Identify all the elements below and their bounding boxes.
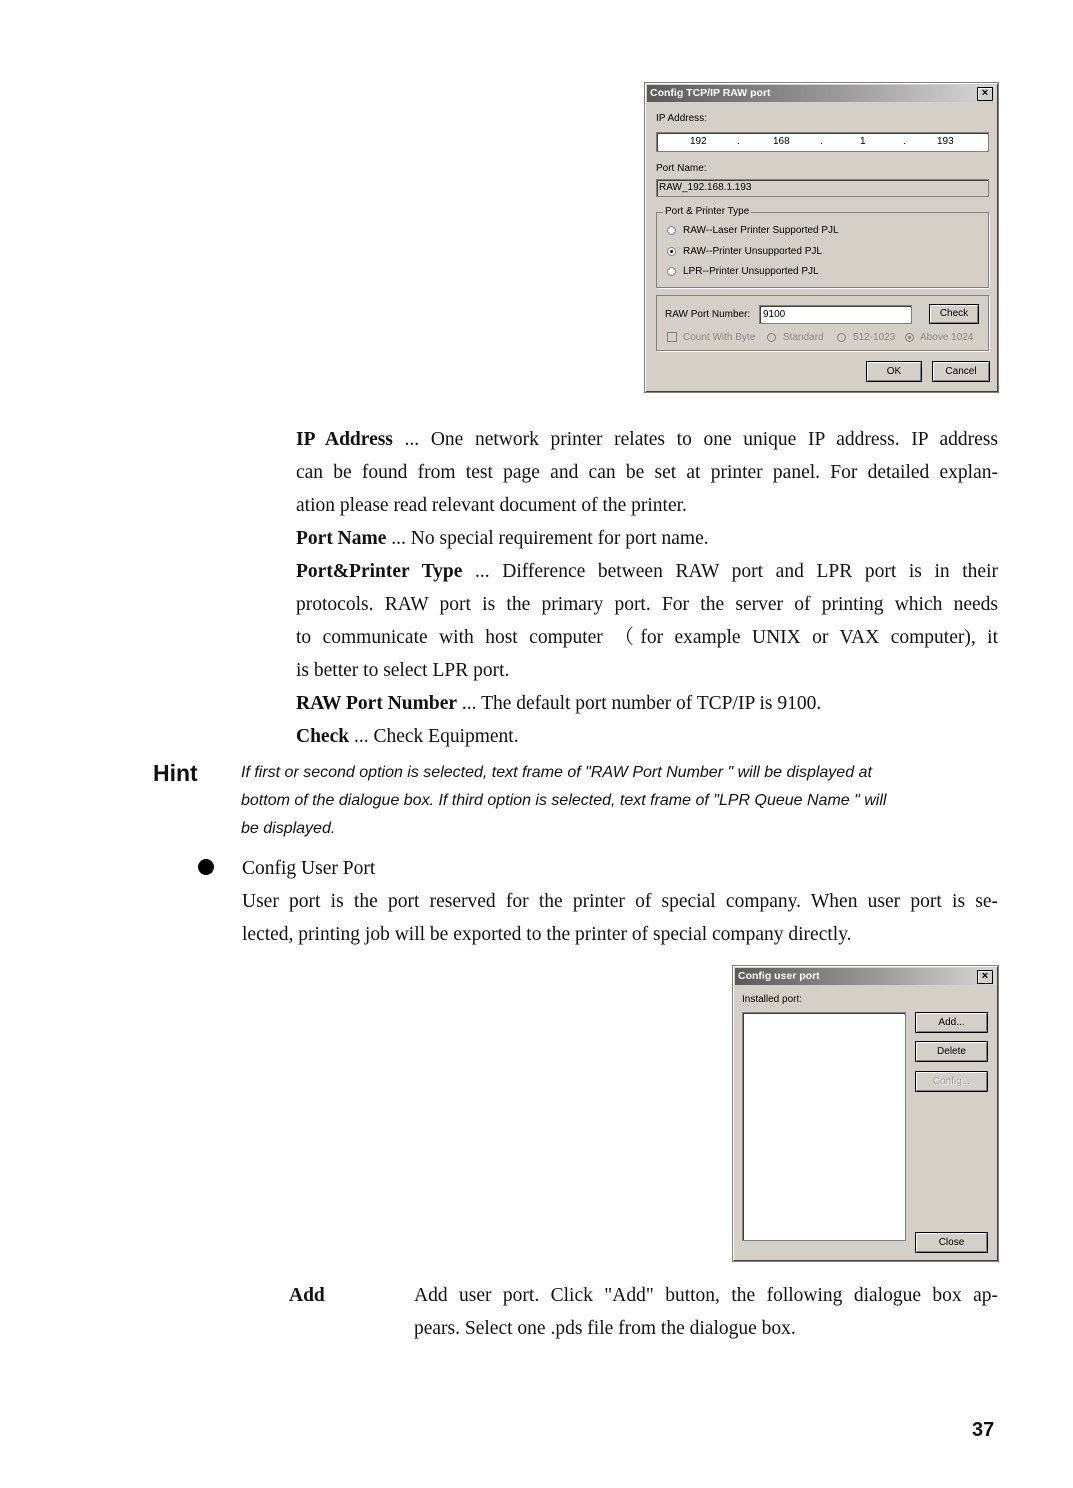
ip-address-line-1 (296, 423, 998, 456)
close-button[interactable]: Close (915, 1232, 988, 1253)
user-port-heading: Config User Port (242, 858, 376, 879)
config-tcpip-raw-port-dialog (644, 82, 999, 393)
ok-button[interactable]: OK (866, 361, 922, 382)
check-button[interactable]: Check (929, 304, 979, 324)
count-with-byte-checkbox[interactable] (667, 332, 677, 342)
port-type-line-4: is better to select LPR port. (296, 660, 510, 681)
dialog-title-bar (735, 968, 996, 985)
ip-address-line-3: ation please read relevant document of the printer. (296, 495, 687, 516)
option-label-3: LPR--Printer Unsupported PJL (683, 266, 819, 277)
config-button[interactable]: Config... (915, 1071, 988, 1092)
port-printer-type-group (656, 206, 989, 288)
ip-address-label: IP Address: (656, 113, 707, 124)
radio-raw-unsupported-pjl[interactable] (667, 247, 676, 256)
installed-port-list[interactable] (742, 1012, 906, 1241)
ip-octet-1[interactable]: 192 (690, 136, 707, 147)
user-port-line-1: User port is the port reserved for the printer of special company. When user port is se- (242, 891, 998, 912)
close-icon[interactable]: × (977, 970, 993, 984)
port-type-line-1 (296, 555, 998, 588)
port-name-desc: ... No special requirement for port name. (386, 528, 709, 549)
radio-standard[interactable] (767, 333, 776, 342)
radio-512-1023[interactable] (837, 333, 846, 342)
config-user-port-dialog (732, 965, 999, 1262)
ip-octet-3[interactable]: 1 (860, 136, 866, 147)
standard-label: Standard (783, 332, 824, 343)
option-label-2: RAW--Printer Unsupported PJL (683, 246, 822, 257)
port-name-label: Port Name: (656, 163, 707, 174)
option-label-1: RAW--Laser Printer Supported PJL (683, 225, 839, 236)
hint-line-1: If first or second option is selected, text frame of "RAW Port Number " will be displayed at (241, 764, 872, 781)
dialog-title: Config user port (738, 970, 820, 982)
user-port-line-2: lected, printing job will be exported to the printer of special company directly. (242, 924, 852, 945)
close-icon[interactable]: × (977, 87, 993, 101)
page-number: 37 (972, 1419, 995, 1441)
port-name-line (296, 522, 998, 555)
add-line-2: pears. Select one .pds file from the dialogue box. (414, 1318, 796, 1339)
port-name-term: Port Name (296, 528, 387, 549)
installed-port-label: Installed port: (742, 994, 803, 1005)
check-line (296, 720, 998, 753)
raw-port-group (656, 295, 989, 351)
add-term-text (289, 1279, 389, 1312)
raw-port-term: RAW Port Number (296, 693, 458, 714)
port-name-value: RAW_192.168.1.193 (659, 182, 752, 193)
port-type-term: Port&Printer Type (296, 561, 463, 582)
raw-port-line (296, 687, 998, 720)
check-term: Check (296, 726, 350, 747)
user-port-section (242, 852, 998, 951)
hint-line-2: bottom of the dialogue box. If third option is selected, text frame of "LPR Queue Name " will (241, 792, 887, 809)
above-1024-label: Above 1024 (920, 332, 974, 343)
add-button[interactable]: Add... (915, 1012, 988, 1033)
hint-line-3: be displayed. (241, 820, 336, 837)
bullet-icon (198, 859, 214, 875)
raw-port-number-input[interactable] (759, 305, 912, 324)
add-description (414, 1279, 998, 1345)
check-desc: ... Check Equipment. (349, 726, 519, 747)
ip-address-term: IP Address (296, 429, 393, 450)
count-with-byte-label: Count With Byte (683, 332, 756, 343)
ip-address-desc: ... One network printer relates to one unique IP address. IP address (392, 429, 998, 450)
ip-dot: . (903, 136, 906, 147)
dialog-title: Config TCP/IP RAW port (650, 87, 771, 99)
add-term (289, 1279, 389, 1312)
raw-port-number-value: 9100 (763, 309, 786, 320)
port-type-line-3: to communicate with host computer （for example UNIX or VAX computer), it (296, 627, 998, 648)
ip-octet-2[interactable]: 168 (773, 136, 790, 147)
ip-dot: . (737, 136, 740, 147)
radio-raw-laser-pjl[interactable] (667, 226, 676, 235)
raw-port-number-label: RAW Port Number: (665, 309, 751, 320)
hint-label: Hint (153, 760, 198, 786)
ip-address-input[interactable] (656, 132, 989, 152)
radio-above-1024[interactable] (905, 333, 914, 342)
add-line-1: Add user port. Click "Add" button, the following dialogue box ap- (414, 1285, 998, 1306)
port-type-line-2: protocols. RAW port is the primary port. For the server of printing which needs (296, 594, 998, 615)
add-term-label: Add (289, 1285, 325, 1306)
cancel-button[interactable]: Cancel (932, 361, 990, 382)
ip-dot: . (820, 136, 823, 147)
radio-lpr-unsupported-pjl[interactable] (667, 267, 676, 276)
range-512-label: 512-1023 (853, 332, 896, 343)
raw-port-desc: ... The default port number of TCP/IP is 9100. (457, 693, 822, 714)
port-type-desc: ... Difference between RAW port and LPR port is in their (462, 561, 998, 582)
port-name-field[interactable] (656, 179, 989, 197)
delete-button[interactable]: Delete (915, 1041, 988, 1062)
definitions-text (296, 423, 998, 753)
ip-octet-4[interactable]: 193 (937, 136, 954, 147)
ip-address-line-2: can be found from test page and can be set at printer panel. For detailed explan- (296, 462, 998, 483)
dialog-title-bar (647, 85, 996, 102)
group-title: Port & Printer Type (665, 206, 750, 217)
hint-text (241, 759, 998, 843)
